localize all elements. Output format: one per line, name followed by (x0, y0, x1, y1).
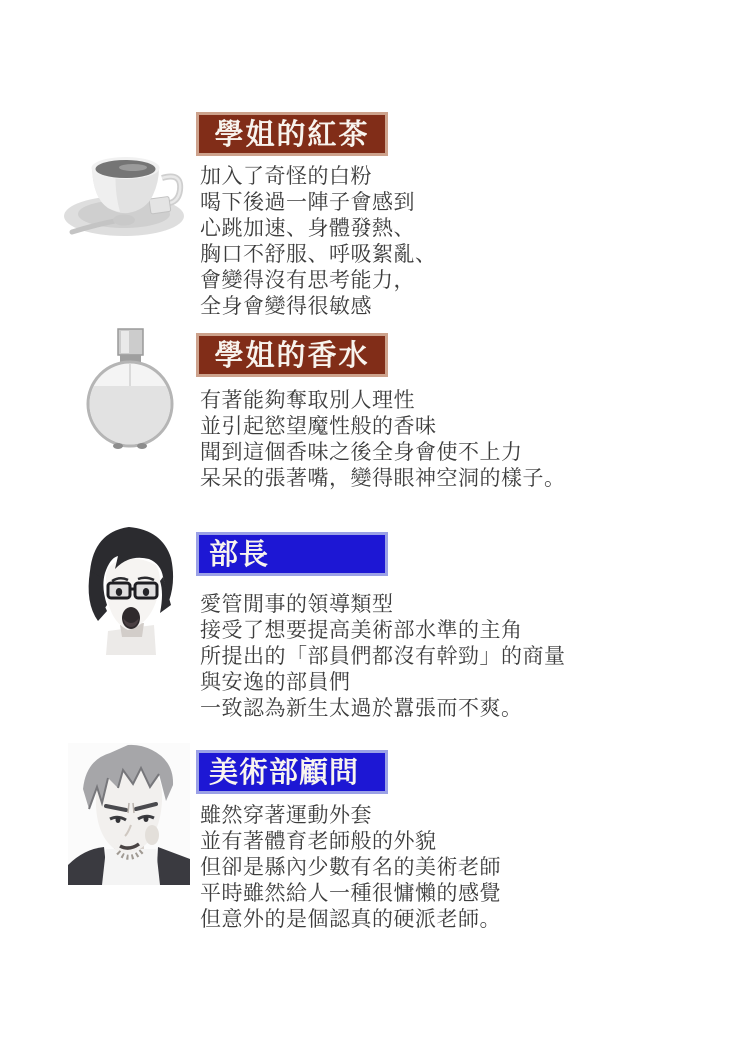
text-line: 加入了奇怪的白粉 (200, 164, 372, 188)
text-line: 聞到這個香味之後全身會使不上力 (200, 440, 523, 464)
text-line: 會變得沒有思考能力， (200, 268, 415, 292)
text-line: 全身會變得很敏感 (200, 294, 372, 318)
text-line: 但意外的是個認真的硬派老師。 (200, 907, 501, 931)
club-president-portrait (76, 525, 182, 655)
text-line: 並有著體育老師般的外貌 (200, 829, 437, 853)
text-line: 有著能夠奪取別人理性 (200, 388, 415, 412)
text-line: 但卻是縣內少數有名的美術老師 (200, 855, 501, 879)
text-line: 所提出的「部員們都沒有幹勁」的商量 (200, 644, 566, 668)
header-senpai-tea: 學姐的紅茶 (196, 112, 388, 156)
text-line: 雖然穿著運動外套 (200, 803, 372, 827)
header-art-club-advisor: 美術部顧問 (196, 750, 388, 794)
art-advisor-portrait (68, 743, 190, 885)
text-line: 愛管閒事的領導類型 (200, 592, 394, 616)
text-line: 接受了想要提高美術部水準的主角 (200, 618, 523, 642)
text-line: 呆呆的張著嘴，變得眼神空洞的樣子。 (200, 466, 566, 490)
description-art-club-advisor (200, 802, 640, 932)
teacup-icon (58, 140, 196, 242)
text-line: 心跳加速、身體發熱、 (200, 216, 415, 240)
text-line: 一致認為新生太過於囂張而不爽。 (200, 696, 523, 720)
header-club-president: 部長 (196, 532, 388, 576)
text-line: 喝下後過一陣子會感到 (200, 190, 415, 214)
perfume-bottle-icon (84, 328, 176, 450)
description-senpai-perfume (200, 387, 640, 491)
text-line: 平時雖然給人一種很慵懶的感覺 (200, 881, 501, 905)
description-senpai-tea (200, 163, 640, 319)
header-senpai-perfume: 學姐的香水 (196, 333, 388, 377)
text-line: 胸口不舒服、呼吸絮亂、 (200, 242, 437, 266)
text-line: 與安逸的部員們 (200, 670, 351, 694)
text-line: 並引起慾望魔性般的香味 (200, 414, 437, 438)
description-club-president (200, 591, 640, 721)
